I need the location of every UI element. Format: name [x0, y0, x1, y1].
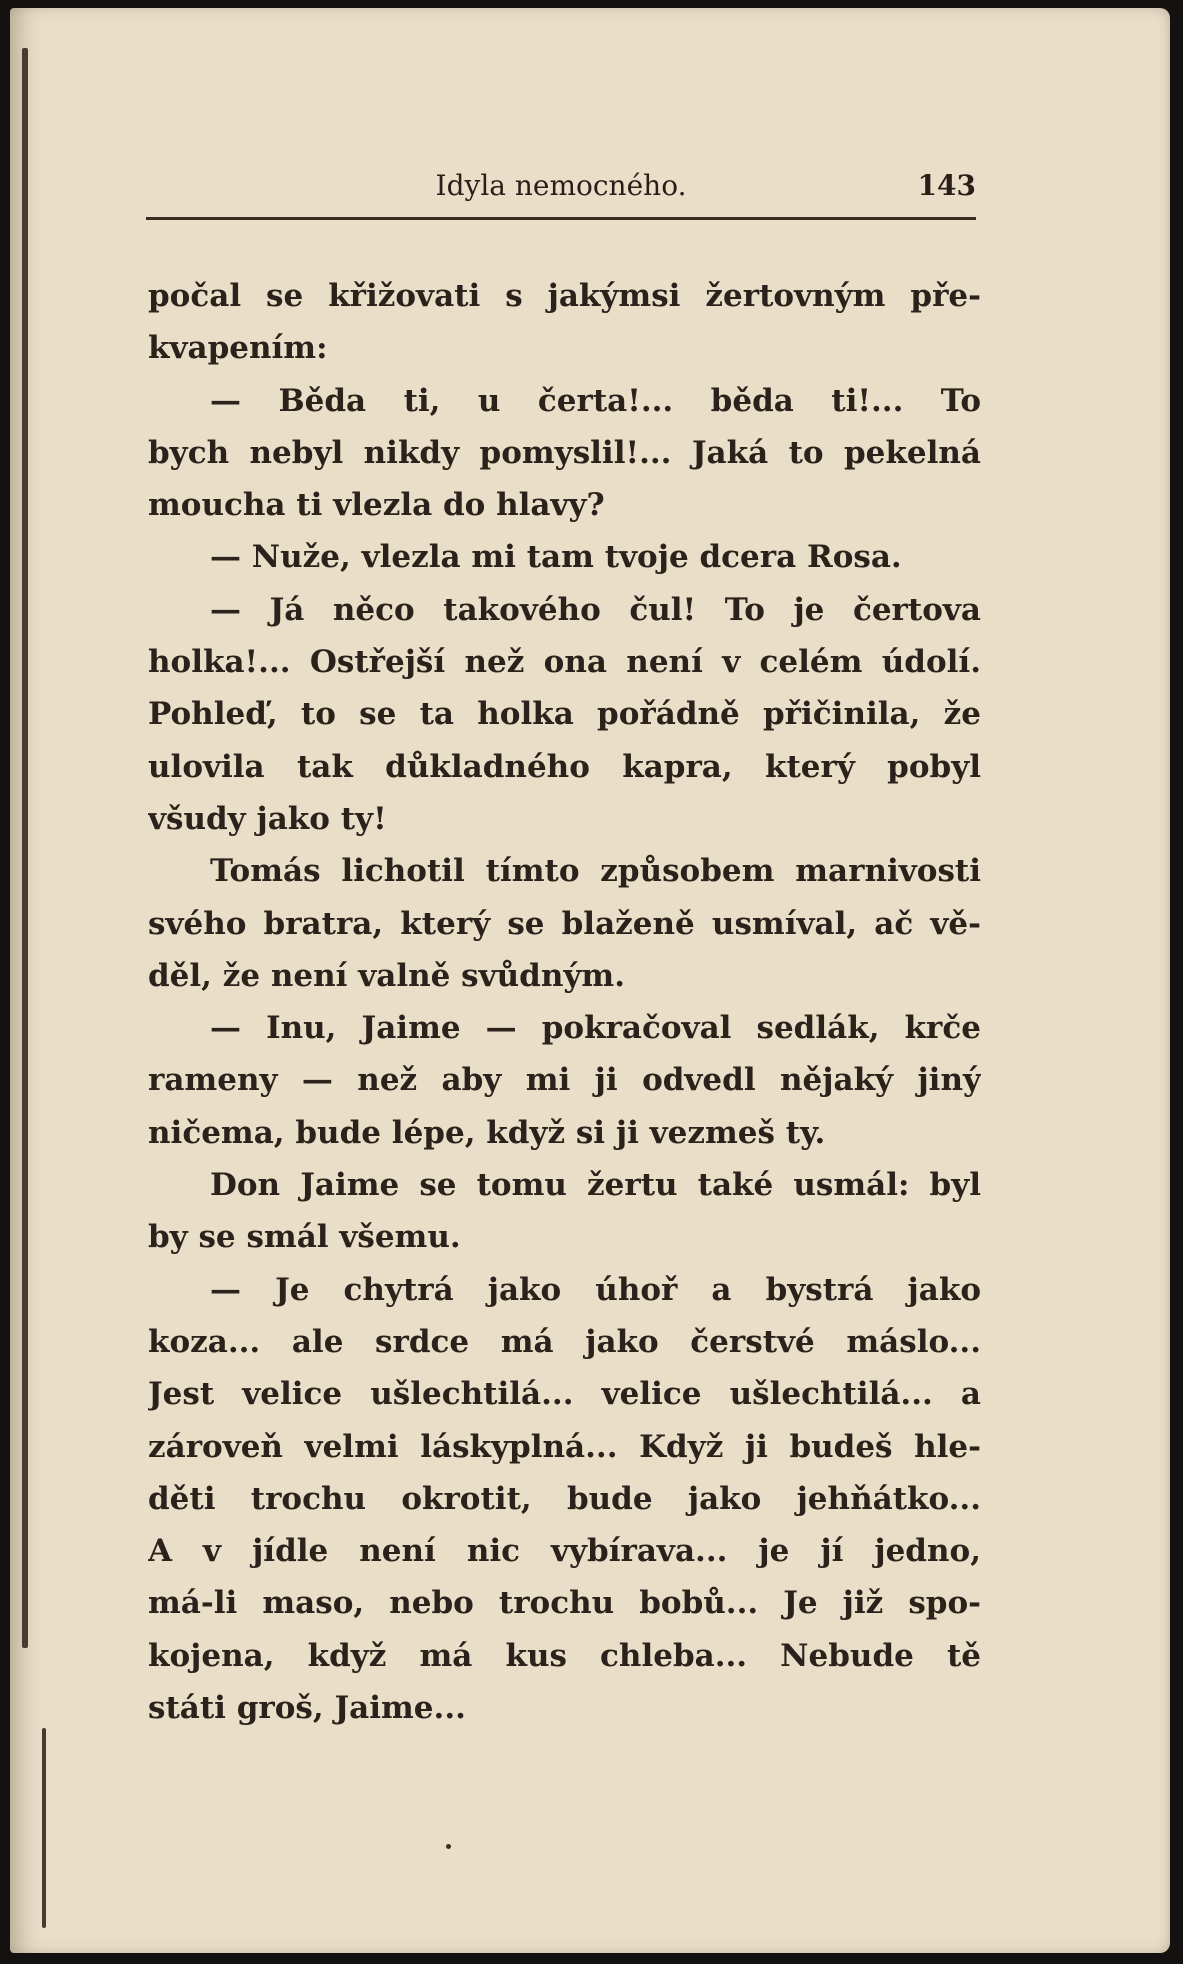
- header-rule: [146, 217, 976, 220]
- text-line: — Já něco takového čul! To je čertova: [210, 591, 981, 628]
- page-number: 143: [917, 169, 976, 202]
- binding-shadow-line: [22, 48, 28, 1648]
- text-line: děl, že není valně svůdným.: [148, 957, 626, 994]
- text-line: kojena, když má kus chleba... Nebude tě: [148, 1637, 981, 1674]
- text-line: bych nebyl nikdy pomyslil!... Jaká to pekelná: [148, 434, 981, 471]
- page-header: [146, 163, 976, 223]
- text-line: Jest velice ušlechtilá... velice ušlechtilá... a: [148, 1376, 981, 1413]
- text-line: zároveň velmi láskyplná... Když ji budeš hle-: [148, 1428, 981, 1465]
- text-line: — Nuže, vlezla mi tam tvoje dcera Rosa.: [210, 539, 902, 576]
- running-title: Idyla nemocného.: [435, 169, 687, 202]
- text-line: holka!... Ostřejší než ona není v celém údolí.: [148, 644, 981, 681]
- text-line: děti trochu okrotit, bude jako jehňátko...: [148, 1480, 981, 1517]
- text-line: moucha ti vlezla do hlavy?: [148, 487, 605, 524]
- text-line: počal se křižovati s jakýmsi žertovným pře-: [148, 278, 981, 314]
- text-line: — Je chytrá jako úhoř a bystrá jako: [210, 1271, 981, 1308]
- text-line: A v jídle není nic vybírava... je jí jedno,: [148, 1533, 981, 1570]
- book-page: [10, 8, 1170, 1953]
- text-line: kvapením:: [148, 330, 328, 367]
- text-line: ničema, bude lépe, když si ji vezmeš ty.: [148, 1114, 826, 1151]
- text-line: Don Jaime se tomu žertu také usmál: byl: [210, 1167, 981, 1204]
- text-line: ulovila tak důkladného kapra, který pobyl: [148, 748, 981, 785]
- text-line: Tomás lichotil tímto způsobem marnivosti: [210, 853, 981, 890]
- binding-shadow-line-lower: [42, 1728, 46, 1928]
- text-line: má-li maso, nebo trochu bobů... Je již spo-: [148, 1585, 981, 1622]
- text-line: státi groš, Jaime...: [148, 1690, 466, 1727]
- body-text: [148, 270, 981, 1734]
- text-line: — Běda ti, u čerta!... běda ti!... To: [210, 382, 981, 419]
- text-line: Pohleď, to se ta holka pořádně přičinila, že: [148, 696, 981, 733]
- text-line: — Inu, Jaime — pokračoval sedlák, krče: [210, 1010, 981, 1047]
- footer-mark: [446, 1844, 451, 1849]
- text-line: by se smál všemu.: [148, 1219, 461, 1256]
- text-line: rameny — než aby mi ji odvedl nějaký jiný: [148, 1062, 981, 1099]
- text-line: svého bratra, který se blaženě usmíval, ač vě-: [148, 905, 981, 942]
- text-line: všudy jako ty!: [148, 800, 387, 837]
- text-line: koza... ale srdce má jako čerstvé máslo...: [148, 1323, 981, 1360]
